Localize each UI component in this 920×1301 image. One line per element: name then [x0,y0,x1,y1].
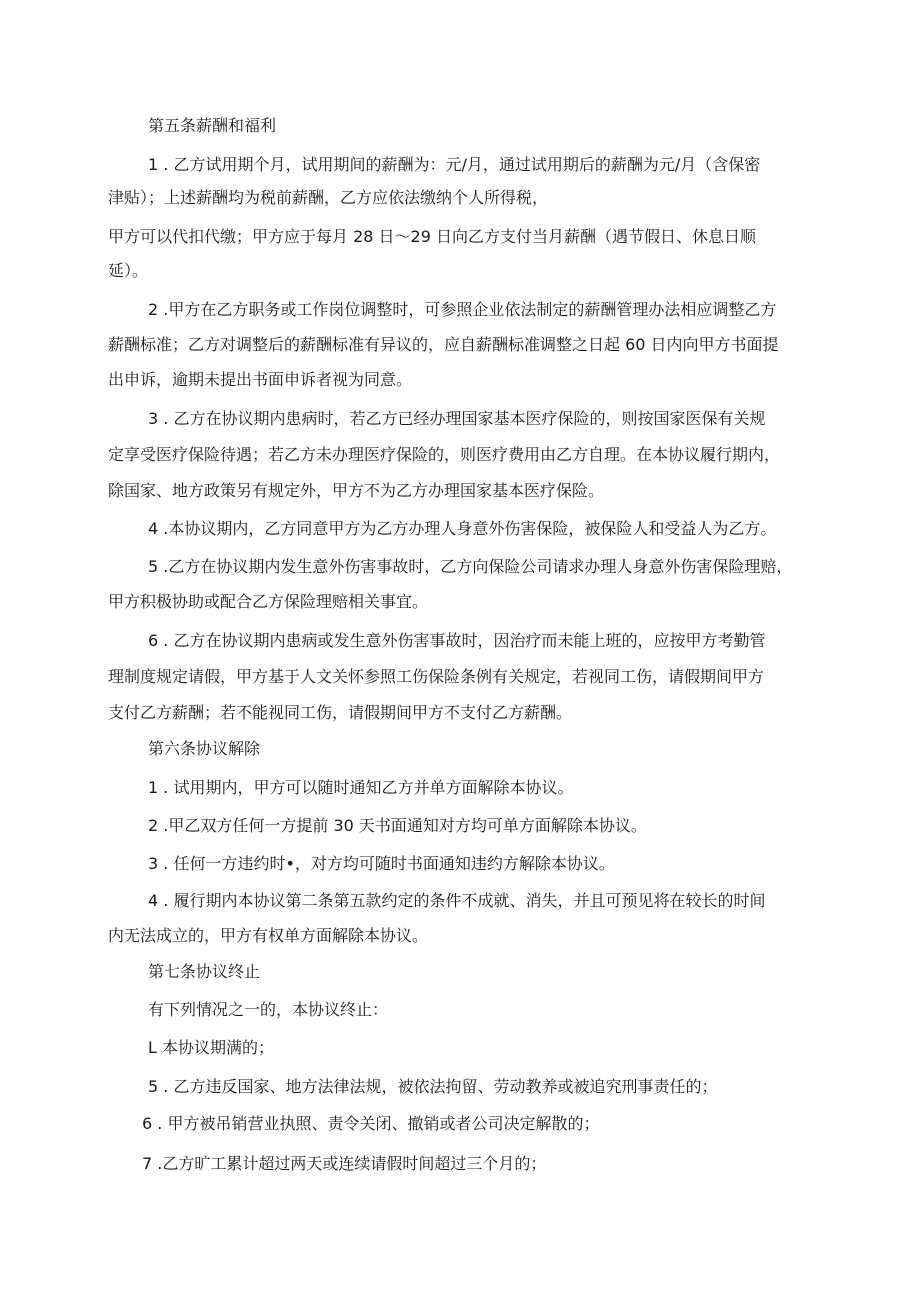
clause-5-4: 4 .本协议期内，乙方同意甲方为乙方办理人身意外伤害保险，被保险人和受益人为乙方。 [148,519,777,538]
clause-6-4-line-1: 4 . 履行期内本协议第二条第五款约定的条件不成就、消失，并且可预见将在较长的时间 [148,891,766,910]
clause-5-3-line-1: 3 . 乙方在协议期内患病时，若乙方已经办理国家基本医疗保险的，则按国家医保有关规 [148,409,766,428]
clause-5-2-line-1: 2 .甲方在乙方职务或工作岗位调整时，可参照企业依法制定的薪酬管理办法相应调整乙方 [148,300,777,319]
clause-5-5-line-2: 甲方积极协助或配合乙方保险理赔相关事宜。 [108,592,429,611]
clause-5-1-line-2: 津贴）；上述薪酬均为税前薪酬，乙方应依法缴纳个人所得税， [108,188,549,207]
clause-6-2: 2 .甲乙双方任何一方提前 30 天书面通知对方均可单方面解除本协议。 [148,816,647,835]
clause-7-item-7: 7 .乙方旷工累计超过两天或连续请假时间超过三个月的； [142,1154,547,1173]
clause-7-item-5: 5 . 乙方违反国家、地方法律法规，被依法拘留、劳动教养或被追究刑事责任的； [148,1077,718,1096]
clause-5-6-line-2: 理制度规定请假，甲方基于人文关怀参照工伤保险条例有关规定，若视同工伤，请假期间甲方 [108,667,765,686]
clause-5-1-line-4: 延）。 [108,261,149,280]
clause-5-1-line-3: 甲方可以代扣代缴；甲方应于每月 28 日～29 日向乙方支付当月薪酬（遇节假日、休息日顺 [108,227,756,246]
article-7-intro: 有下列情况之一的，本协议终止： [148,1000,389,1019]
article-7-heading: 第七条协议终止 [148,962,261,981]
clause-7-item-l: L 本协议期满的； [148,1038,275,1057]
clause-5-3-line-2: 定享受医疗保险待遇；若乙方未办理医疗保险的，则医疗费用由乙方自理。在本协议履行期内， [108,445,781,464]
clause-5-6-line-3: 支付乙方薪酬；若不能视同工伤，请假期间甲方不支付乙方薪酬。 [108,703,573,722]
clause-5-5-line-1: 5 .乙方在协议期内发生意外伤害事故时，乙方向保险公司请求办理人身意外伤害保险理赔， [148,557,793,576]
clause-6-4-line-2: 内无法成立的，甲方有权单方面解除本协议。 [108,926,429,945]
clause-6-1: 1 . 试用期内，甲方可以随时通知乙方并单方面解除本协议。 [148,778,574,797]
article-5-heading: 第五条薪酬和福利 [148,116,277,135]
clause-5-3-line-3: 除国家、地方政策另有规定外，甲方不为乙方办理国家基本医疗保险。 [108,481,605,500]
clause-5-2-line-2: 薪酬标准；乙方对调整后的薪酬标准有异议的，应自薪酬标准调整之日起 60 日内向甲方书面提 [108,335,779,354]
clause-5-2-line-3: 出申诉，逾期未提出书面申诉者视为同意。 [108,370,413,389]
article-6-heading: 第六条协议解除 [148,739,261,758]
clause-6-3: 3 . 任何一方违约时•，对方均可随时书面通知违约方解除本协议。 [148,854,615,873]
clause-5-1-line-1: 1 . 乙方试用期个月，试用期间的薪酬为：元/月，通过试用期后的薪酬为元/月（含保密 [148,155,761,174]
clause-5-6-line-1: 6 . 乙方在协议期内患病或发生意外伤害事故时，因治疗而未能上班的，应按甲方考勤管 [148,631,766,650]
clause-7-item-6: 6 . 甲方被吊销营业执照、责令关闭、撤销或者公司决定解散的； [142,1114,600,1133]
